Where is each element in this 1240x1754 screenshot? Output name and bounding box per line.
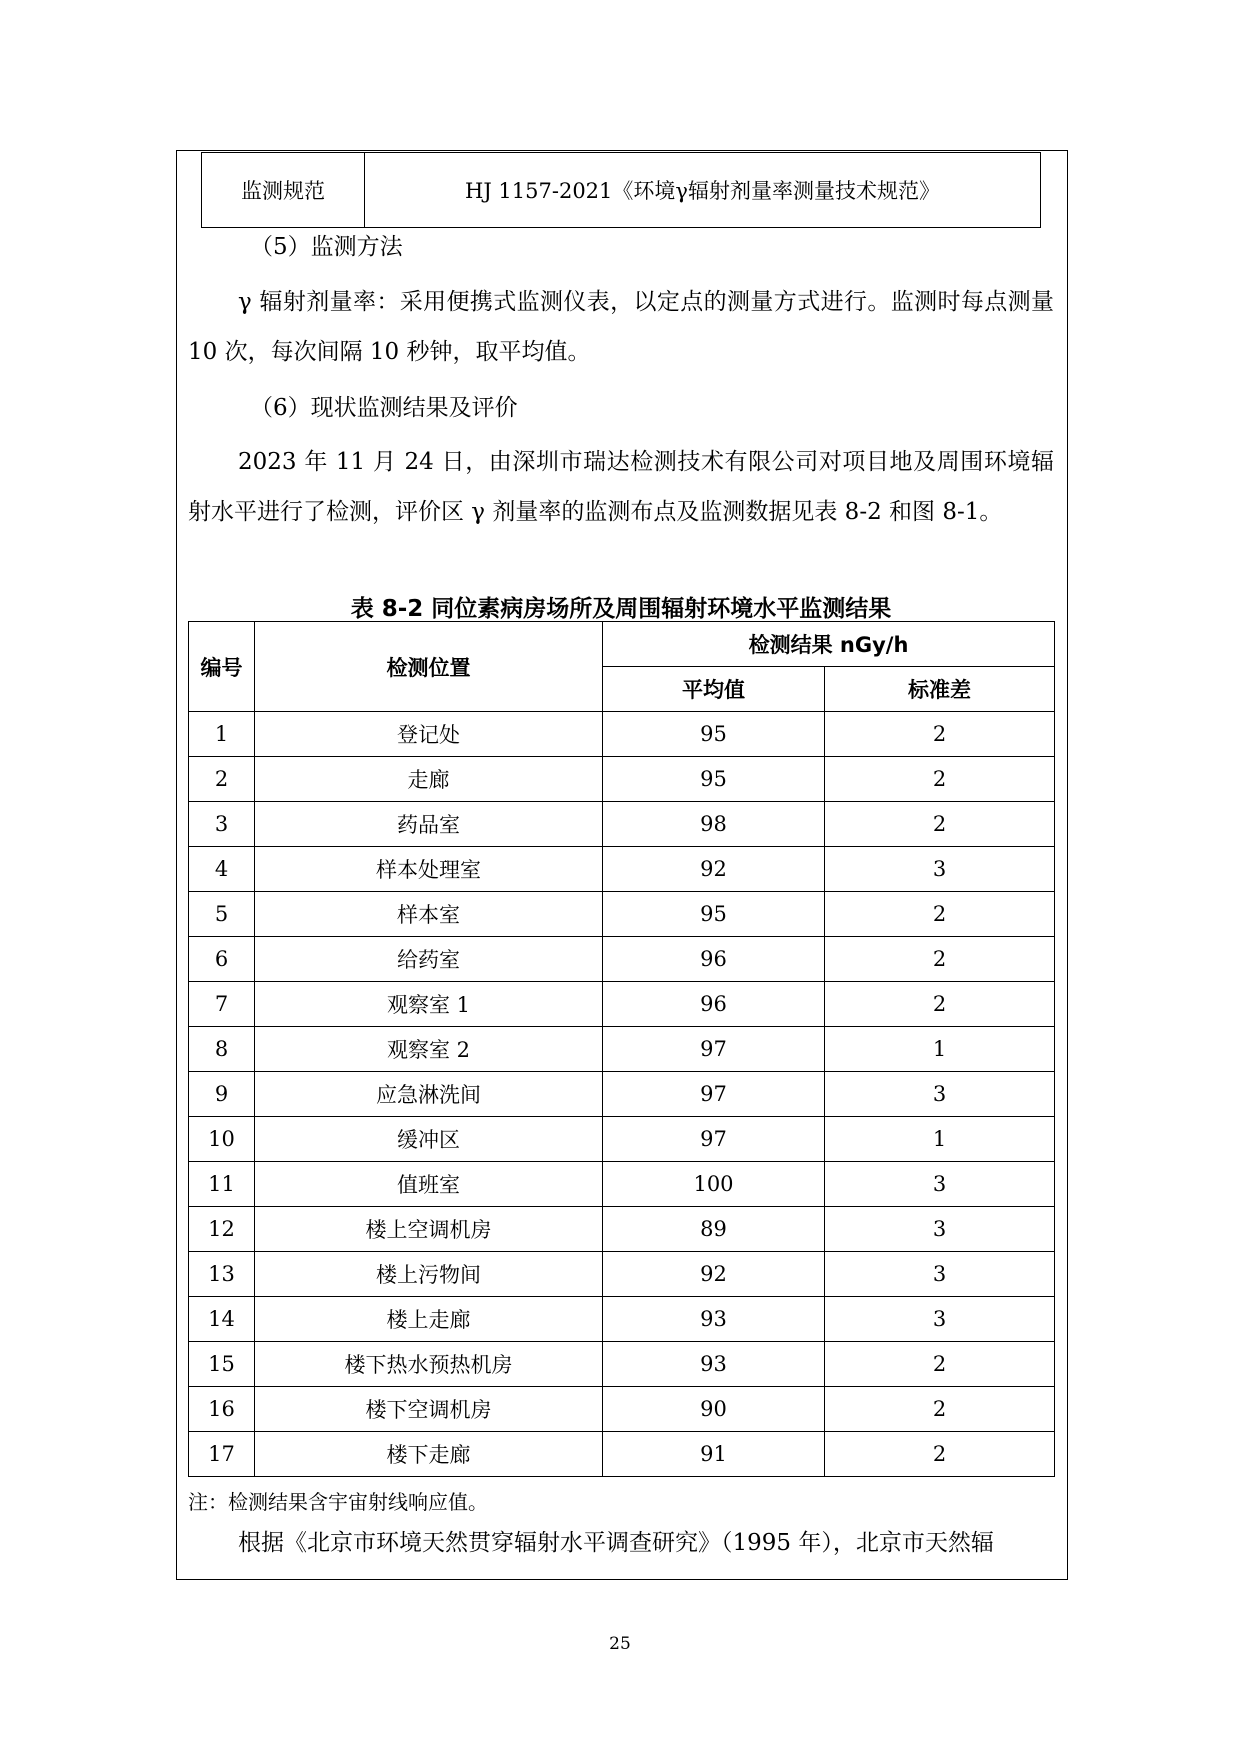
header-no: 编号 (189, 622, 255, 712)
cell-std: 2 (825, 712, 1055, 757)
standard-row (202, 153, 1041, 228)
cell-std: 1 (825, 1027, 1055, 1072)
cell-no: 2 (189, 757, 255, 802)
cell-location: 楼下热水预热机房 (255, 1342, 603, 1387)
cell-avg: 97 (603, 1027, 825, 1072)
cell-avg: 89 (603, 1207, 825, 1252)
cell-std: 2 (825, 892, 1055, 937)
cell-no: 12 (189, 1207, 255, 1252)
standard-table (201, 152, 1041, 228)
cell-avg: 95 (603, 892, 825, 937)
cell-std: 3 (825, 1207, 1055, 1252)
cell-location: 观察室 2 (255, 1027, 603, 1072)
cell-no: 8 (189, 1027, 255, 1072)
cell-location: 楼上污物间 (255, 1252, 603, 1297)
cell-no: 7 (189, 982, 255, 1027)
section6-paragraph: 2023 年 11 月 24 日，由深圳市瑞达检测技术有限公司对项目地及周围环境辐射水平进行了检测，评价区 γ 剂量率的监测布点及监测数据见表 8-2 和图 8-1。 (188, 449, 1054, 525)
cell-no: 15 (189, 1342, 255, 1387)
cell-avg: 91 (603, 1432, 825, 1477)
cell-avg: 100 (603, 1162, 825, 1207)
cell-location: 药品室 (255, 802, 603, 847)
cell-std: 3 (825, 1072, 1055, 1117)
table-row (189, 982, 1055, 1027)
cell-no: 4 (189, 847, 255, 892)
cell-no: 11 (189, 1162, 255, 1207)
cell-avg: 96 (603, 982, 825, 1027)
header-result: 检测结果 nGy/h (603, 622, 1055, 667)
table-row (189, 847, 1055, 892)
cell-std: 2 (825, 982, 1055, 1027)
cell-avg: 90 (603, 1387, 825, 1432)
table-row (189, 1432, 1055, 1477)
cell-no: 6 (189, 937, 255, 982)
header-row-1 (189, 622, 1055, 667)
cell-location: 楼下走廊 (255, 1432, 603, 1477)
table-row (189, 1297, 1055, 1342)
table-row (189, 802, 1055, 847)
cell-avg: 93 (603, 1297, 825, 1342)
table-caption: 表 8-2 同位素病房场所及周围辐射环境水平监测结果 (350, 596, 892, 622)
standard-value: HJ 1157-2021《环境γ辐射剂量率测量技术规范》 (365, 153, 1041, 228)
page-number: 25 (609, 1634, 631, 1654)
cell-location: 值班室 (255, 1162, 603, 1207)
cell-avg: 92 (603, 1252, 825, 1297)
cell-location: 楼上走廊 (255, 1297, 603, 1342)
cell-no: 3 (189, 802, 255, 847)
cell-no: 13 (189, 1252, 255, 1297)
table-note: 注：检测结果含宇宙射线响应值。 (188, 1490, 488, 1514)
table-row (189, 712, 1055, 757)
cell-no: 14 (189, 1297, 255, 1342)
cell-no: 10 (189, 1117, 255, 1162)
cell-location: 样本室 (255, 892, 603, 937)
cell-location: 楼下空调机房 (255, 1387, 603, 1432)
cell-avg: 97 (603, 1117, 825, 1162)
cell-std: 2 (825, 1432, 1055, 1477)
results-table (188, 621, 1055, 1477)
table-row (189, 1027, 1055, 1072)
table-row (189, 1342, 1055, 1387)
standard-label: 监测规范 (202, 153, 365, 228)
table-row (189, 1162, 1055, 1207)
cell-no: 16 (189, 1387, 255, 1432)
cell-avg: 95 (603, 757, 825, 802)
cell-std: 2 (825, 1387, 1055, 1432)
header-avg: 平均值 (603, 667, 825, 712)
cell-std: 2 (825, 757, 1055, 802)
table-row (189, 1117, 1055, 1162)
cell-avg: 96 (603, 937, 825, 982)
section6-heading: （6）现状监测结果及评价 (250, 395, 518, 421)
cell-std: 3 (825, 1297, 1055, 1342)
cell-no: 5 (189, 892, 255, 937)
cell-std: 1 (825, 1117, 1055, 1162)
table-row (189, 1387, 1055, 1432)
cell-no: 9 (189, 1072, 255, 1117)
cell-avg: 92 (603, 847, 825, 892)
cell-avg: 97 (603, 1072, 825, 1117)
cell-avg: 95 (603, 712, 825, 757)
cell-std: 3 (825, 1162, 1055, 1207)
table-row (189, 1207, 1055, 1252)
cell-std: 2 (825, 937, 1055, 982)
header-std: 标准差 (825, 667, 1055, 712)
cell-avg: 98 (603, 802, 825, 847)
header-location: 检测位置 (255, 622, 603, 712)
closing-paragraph: 根据《北京市环境天然贯穿辐射水平调查研究》（1995 年），北京市天然辐 (238, 1530, 994, 1556)
cell-no: 1 (189, 712, 255, 757)
section5-paragraph: γ 辐射剂量率：采用便携式监测仪表，以定点的测量方式进行。监测时每点测量 10 次，每次间隔 10 秒钟，取平均值。 (188, 289, 1054, 365)
cell-std: 2 (825, 802, 1055, 847)
cell-location: 样本处理室 (255, 847, 603, 892)
cell-location: 应急淋洗间 (255, 1072, 603, 1117)
cell-avg: 93 (603, 1342, 825, 1387)
table-row (189, 757, 1055, 802)
cell-location: 缓冲区 (255, 1117, 603, 1162)
cell-no: 17 (189, 1432, 255, 1477)
cell-std: 2 (825, 1342, 1055, 1387)
cell-location: 楼上空调机房 (255, 1207, 603, 1252)
table-row (189, 892, 1055, 937)
cell-location: 给药室 (255, 937, 603, 982)
table-row (189, 1252, 1055, 1297)
cell-location: 走廊 (255, 757, 603, 802)
table-row (189, 1072, 1055, 1117)
cell-std: 3 (825, 1252, 1055, 1297)
cell-location: 登记处 (255, 712, 603, 757)
cell-std: 3 (825, 847, 1055, 892)
table-row (189, 937, 1055, 982)
cell-location: 观察室 1 (255, 982, 603, 1027)
section5-heading: （5）监测方法 (250, 234, 403, 260)
